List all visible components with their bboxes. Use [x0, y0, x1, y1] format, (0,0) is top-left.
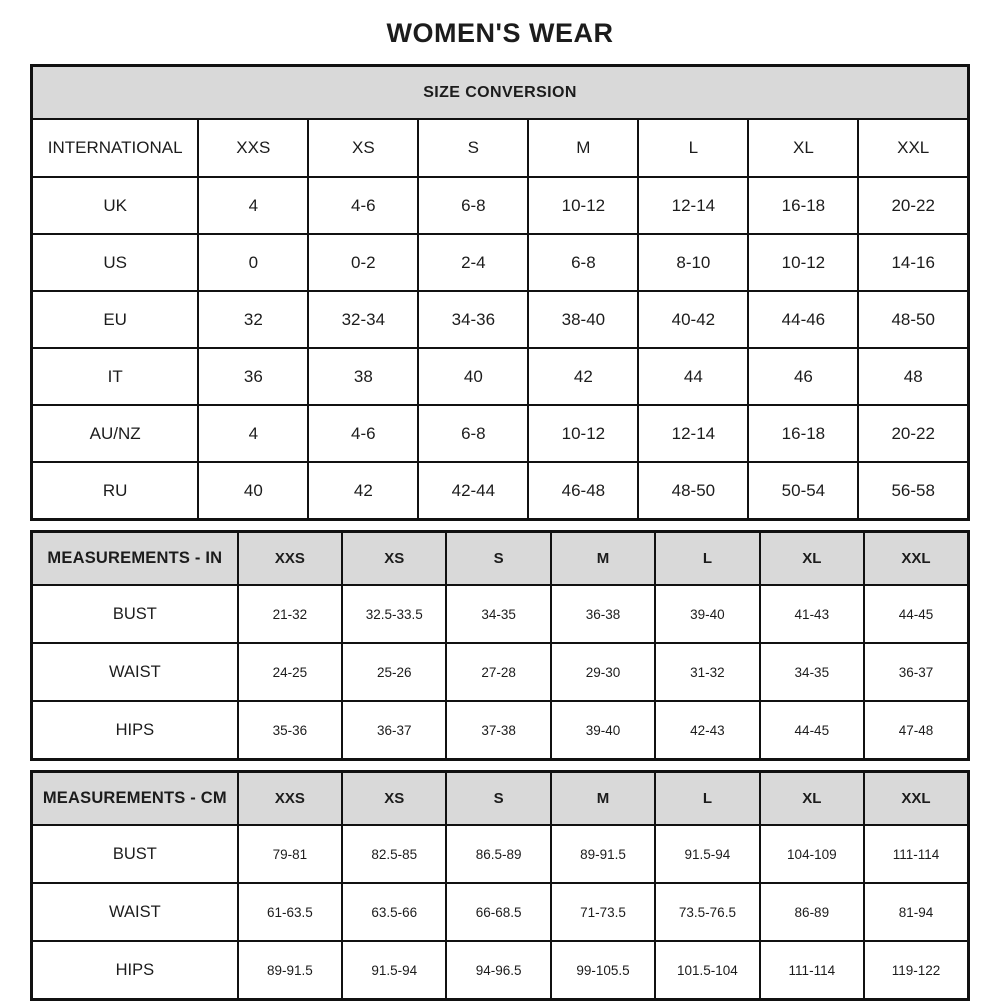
- size-column-header: S: [446, 532, 550, 586]
- table-title: MEASUREMENTS - IN: [32, 532, 238, 586]
- value-cell: 4-6: [308, 405, 418, 462]
- value-cell: 36: [198, 348, 308, 405]
- value-cell: 41-43: [760, 585, 864, 643]
- size-column-header: XXL: [864, 532, 968, 586]
- value-cell: 10-12: [528, 405, 638, 462]
- table-caption-row: [32, 66, 969, 120]
- size-column-header: XL: [760, 532, 864, 586]
- page-title: WOMEN'S WEAR: [386, 18, 614, 48]
- value-cell: 20-22: [858, 405, 968, 462]
- value-cell: 6-8: [418, 177, 528, 234]
- value-cell: 42-43: [655, 701, 759, 760]
- table-row: [32, 701, 969, 760]
- value-cell: 0-2: [308, 234, 418, 291]
- value-cell: 25-26: [342, 643, 446, 701]
- value-cell: 34-35: [760, 643, 864, 701]
- value-cell: 42: [528, 348, 638, 405]
- value-cell: 104-109: [760, 825, 864, 883]
- value-cell: 2-4: [418, 234, 528, 291]
- table-row: [32, 348, 969, 405]
- value-cell: 36-38: [551, 585, 655, 643]
- value-cell: 44-46: [748, 291, 858, 348]
- value-cell: 27-28: [446, 643, 550, 701]
- value-cell: 101.5-104: [655, 941, 759, 1000]
- value-cell: 32-34: [308, 291, 418, 348]
- value-cell: 21-32: [238, 585, 342, 643]
- size-column-header: XS: [342, 532, 446, 586]
- value-cell: 38-40: [528, 291, 638, 348]
- table-row: [32, 883, 969, 941]
- value-cell: 47-48: [864, 701, 968, 760]
- value-cell: 40: [418, 348, 528, 405]
- size-conversion-table: [30, 64, 970, 521]
- table-row: [32, 177, 969, 234]
- value-cell: 86.5-89: [446, 825, 550, 883]
- value-cell: 44: [638, 348, 748, 405]
- value-cell: 119-122: [864, 941, 968, 1000]
- row-label: RU: [32, 462, 199, 520]
- value-cell: 63.5-66: [342, 883, 446, 941]
- value-cell: 50-54: [748, 462, 858, 520]
- table-row: [32, 291, 969, 348]
- value-cell: 48-50: [638, 462, 748, 520]
- value-cell: 10-12: [748, 234, 858, 291]
- value-cell: 81-94: [864, 883, 968, 941]
- size-column-header: XXS: [238, 532, 342, 586]
- value-cell: 56-58: [858, 462, 968, 520]
- value-cell: 91.5-94: [342, 941, 446, 1000]
- value-cell: 20-22: [858, 177, 968, 234]
- row-label: AU/NZ: [32, 405, 199, 462]
- size-column-header: M: [551, 772, 655, 826]
- row-label: WAIST: [32, 643, 238, 701]
- table-row: [32, 643, 969, 701]
- value-cell: 42: [308, 462, 418, 520]
- row-label: BUST: [32, 825, 238, 883]
- size-column-header: L: [655, 772, 759, 826]
- value-cell: 10-12: [528, 177, 638, 234]
- value-cell: 35-36: [238, 701, 342, 760]
- table-row: [32, 941, 969, 1000]
- value-cell: 48-50: [858, 291, 968, 348]
- table-row: [32, 825, 969, 883]
- value-cell: 91.5-94: [655, 825, 759, 883]
- table-title: MEASUREMENTS - CM: [32, 772, 238, 826]
- size-column-header: XS: [308, 119, 418, 177]
- value-cell: 39-40: [655, 585, 759, 643]
- value-cell: 89-91.5: [551, 825, 655, 883]
- value-cell: 37-38: [446, 701, 550, 760]
- table-row: [32, 405, 969, 462]
- value-cell: 38: [308, 348, 418, 405]
- row-label: UK: [32, 177, 199, 234]
- value-cell: 40: [198, 462, 308, 520]
- table-header-row: [32, 119, 969, 177]
- size-column-header: XXS: [238, 772, 342, 826]
- row-label: HIPS: [32, 701, 238, 760]
- value-cell: 73.5-76.5: [655, 883, 759, 941]
- size-column-header: XL: [748, 119, 858, 177]
- value-cell: 111-114: [864, 825, 968, 883]
- size-column-header: S: [418, 119, 528, 177]
- value-cell: 61-63.5: [238, 883, 342, 941]
- value-cell: 46-48: [528, 462, 638, 520]
- value-cell: 71-73.5: [551, 883, 655, 941]
- value-cell: 14-16: [858, 234, 968, 291]
- table-header-row: [32, 772, 969, 826]
- value-cell: 34-35: [446, 585, 550, 643]
- value-cell: 82.5-85: [342, 825, 446, 883]
- value-cell: 46: [748, 348, 858, 405]
- value-cell: 89-91.5: [238, 941, 342, 1000]
- row-label: BUST: [32, 585, 238, 643]
- value-cell: 29-30: [551, 643, 655, 701]
- measurements-in-table: [30, 530, 970, 761]
- row-label: EU: [32, 291, 199, 348]
- table-header-row: [32, 532, 969, 586]
- size-column-header: M: [551, 532, 655, 586]
- row-label: IT: [32, 348, 199, 405]
- table-row: [32, 234, 969, 291]
- table-row: [32, 585, 969, 643]
- row-label-header: INTERNATIONAL: [32, 119, 199, 177]
- size-column-header: XXL: [858, 119, 968, 177]
- value-cell: 42-44: [418, 462, 528, 520]
- table-row: [32, 462, 969, 520]
- value-cell: 44-45: [760, 701, 864, 760]
- value-cell: 40-42: [638, 291, 748, 348]
- table-title: SIZE CONVERSION: [32, 66, 969, 120]
- value-cell: 39-40: [551, 701, 655, 760]
- value-cell: 6-8: [418, 405, 528, 462]
- row-label: US: [32, 234, 199, 291]
- value-cell: 16-18: [748, 405, 858, 462]
- value-cell: 4: [198, 177, 308, 234]
- value-cell: 6-8: [528, 234, 638, 291]
- size-column-header: M: [528, 119, 638, 177]
- size-column-header: XL: [760, 772, 864, 826]
- value-cell: 0: [198, 234, 308, 291]
- value-cell: 16-18: [748, 177, 858, 234]
- value-cell: 4: [198, 405, 308, 462]
- size-column-header: L: [638, 119, 748, 177]
- value-cell: 4-6: [308, 177, 418, 234]
- size-column-header: L: [655, 532, 759, 586]
- value-cell: 32.5-33.5: [342, 585, 446, 643]
- value-cell: 12-14: [638, 177, 748, 234]
- size-column-header: S: [446, 772, 550, 826]
- value-cell: 99-105.5: [551, 941, 655, 1000]
- value-cell: 36-37: [342, 701, 446, 760]
- value-cell: 36-37: [864, 643, 968, 701]
- row-label: WAIST: [32, 883, 238, 941]
- value-cell: 48: [858, 348, 968, 405]
- value-cell: 94-96.5: [446, 941, 550, 1000]
- row-label: HIPS: [32, 941, 238, 1000]
- value-cell: 79-81: [238, 825, 342, 883]
- value-cell: 8-10: [638, 234, 748, 291]
- size-column-header: XXL: [864, 772, 968, 826]
- value-cell: 24-25: [238, 643, 342, 701]
- value-cell: 34-36: [418, 291, 528, 348]
- value-cell: 12-14: [638, 405, 748, 462]
- value-cell: 32: [198, 291, 308, 348]
- value-cell: 31-32: [655, 643, 759, 701]
- size-column-header: XS: [342, 772, 446, 826]
- value-cell: 66-68.5: [446, 883, 550, 941]
- measurements-cm-table: [30, 770, 970, 1001]
- value-cell: 111-114: [760, 941, 864, 1000]
- value-cell: 44-45: [864, 585, 968, 643]
- value-cell: 86-89: [760, 883, 864, 941]
- size-column-header: XXS: [198, 119, 308, 177]
